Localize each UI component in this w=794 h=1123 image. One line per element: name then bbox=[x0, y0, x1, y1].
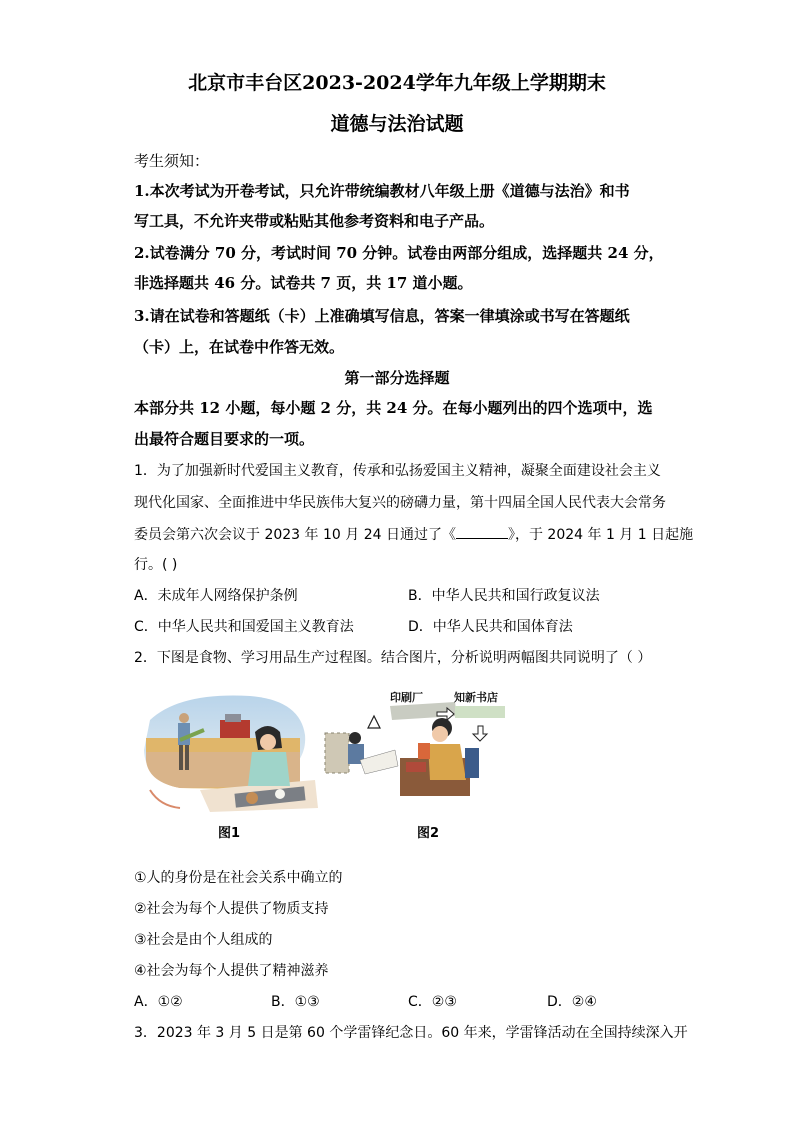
q1-option-a: A．未成年人网络保护条例 bbox=[134, 588, 298, 604]
q2-option-c: C．②③ bbox=[408, 994, 457, 1010]
section-instructions: 本部分共 12 小题，每小题 2 分，共 24 分。在每小题列出的四个选项中，选 bbox=[134, 399, 653, 417]
section-heading: 第一部分选择题 bbox=[344, 369, 450, 387]
q1-stem-after: 》，于 2024 年 1 月 1 日起施 bbox=[507, 527, 694, 543]
q2-statement-4: ④社会为每个人提供了精神滋养 bbox=[134, 963, 329, 979]
book-production-icon bbox=[320, 688, 515, 798]
answer-blank bbox=[456, 524, 508, 539]
q1-option-c: C．中华人民共和国爱国主义教育法 bbox=[134, 619, 354, 635]
q1-stem-before: 委员会第六次会议于 2023 年 10 月 24 日通过了《 bbox=[134, 527, 456, 543]
notice-heading: 考生须知： bbox=[134, 152, 210, 170]
q1-stem: 现代化国家、全面推进中华民族伟大复兴的磅礴力量，第十四届全国人民代表大会常务 bbox=[134, 495, 666, 511]
q1-option-d: D．中华人民共和国体育法 bbox=[408, 619, 573, 635]
section-instructions: 出最符合题目要求的一项。 bbox=[134, 430, 315, 448]
label-printing: 印刷厂 bbox=[390, 691, 423, 704]
q1-stem: 1．为了加强新时代爱国主义教育，传承和弘扬爱国主义精神，凝聚全面建设社会主义 bbox=[134, 463, 661, 479]
q1-option-b: B．中华人民共和国行政复议法 bbox=[408, 588, 600, 604]
q2-statement-1: ①人的身份是在社会关系中确立的 bbox=[134, 870, 343, 886]
q3-stem: 3．2023 年 3 月 5 日是第 60 个学雷锋纪念日。60 年来，学雷锋活动在全国持续深入开 bbox=[134, 1025, 688, 1041]
exam-title: 北京市丰台区2023-2024学年九年级上学期期末 bbox=[188, 72, 606, 94]
q2-statement-2: ②社会为每个人提供了物质支持 bbox=[134, 901, 329, 917]
figure-1-illustration bbox=[140, 690, 320, 815]
q2-statement-3: ③社会是由个人组成的 bbox=[134, 932, 273, 948]
notice-line: 1.本次考试为开卷考试，只允许带统编教材八年级上册《道德与法治》和书 bbox=[134, 182, 630, 200]
farm-to-table-icon bbox=[140, 690, 320, 815]
q2-option-b: B．①③ bbox=[271, 994, 320, 1010]
q2-stem: 2．下图是食物、学习用品生产过程图。结合图片，分析说明两幅图共同说明了（ ） bbox=[134, 650, 652, 666]
notice-line: 3.请在试卷和答题纸（卡）上准确填写信息，答案一律填涂或书写在答题纸 bbox=[134, 307, 630, 325]
notice-line: 写工具，不允许夹带或粘贴其他参考资料和电子产品。 bbox=[134, 212, 495, 230]
q1-stem bbox=[134, 524, 693, 545]
notice-line: 非选择题共 46 分。试卷共 7 页，共 17 道小题。 bbox=[134, 274, 473, 292]
figure-1-caption: 图1 bbox=[218, 826, 241, 841]
notice-line: 2.试卷满分 70 分，考试时间 70 分钟。试卷由两部分组成，选择题共 24 分， bbox=[134, 244, 664, 262]
figure-2-illustration bbox=[320, 688, 515, 798]
figure-2-caption: 图2 bbox=[417, 826, 440, 841]
notice-line: （卡）上，在试卷中作答无效。 bbox=[134, 338, 345, 356]
q2-option-d: D．②④ bbox=[547, 994, 597, 1010]
q2-option-a: A．①② bbox=[134, 994, 183, 1010]
label-bookstore: 知新书店 bbox=[454, 691, 498, 704]
q1-stem: 行。( ) bbox=[134, 557, 178, 573]
exam-subtitle: 道德与法治试题 bbox=[330, 113, 464, 135]
